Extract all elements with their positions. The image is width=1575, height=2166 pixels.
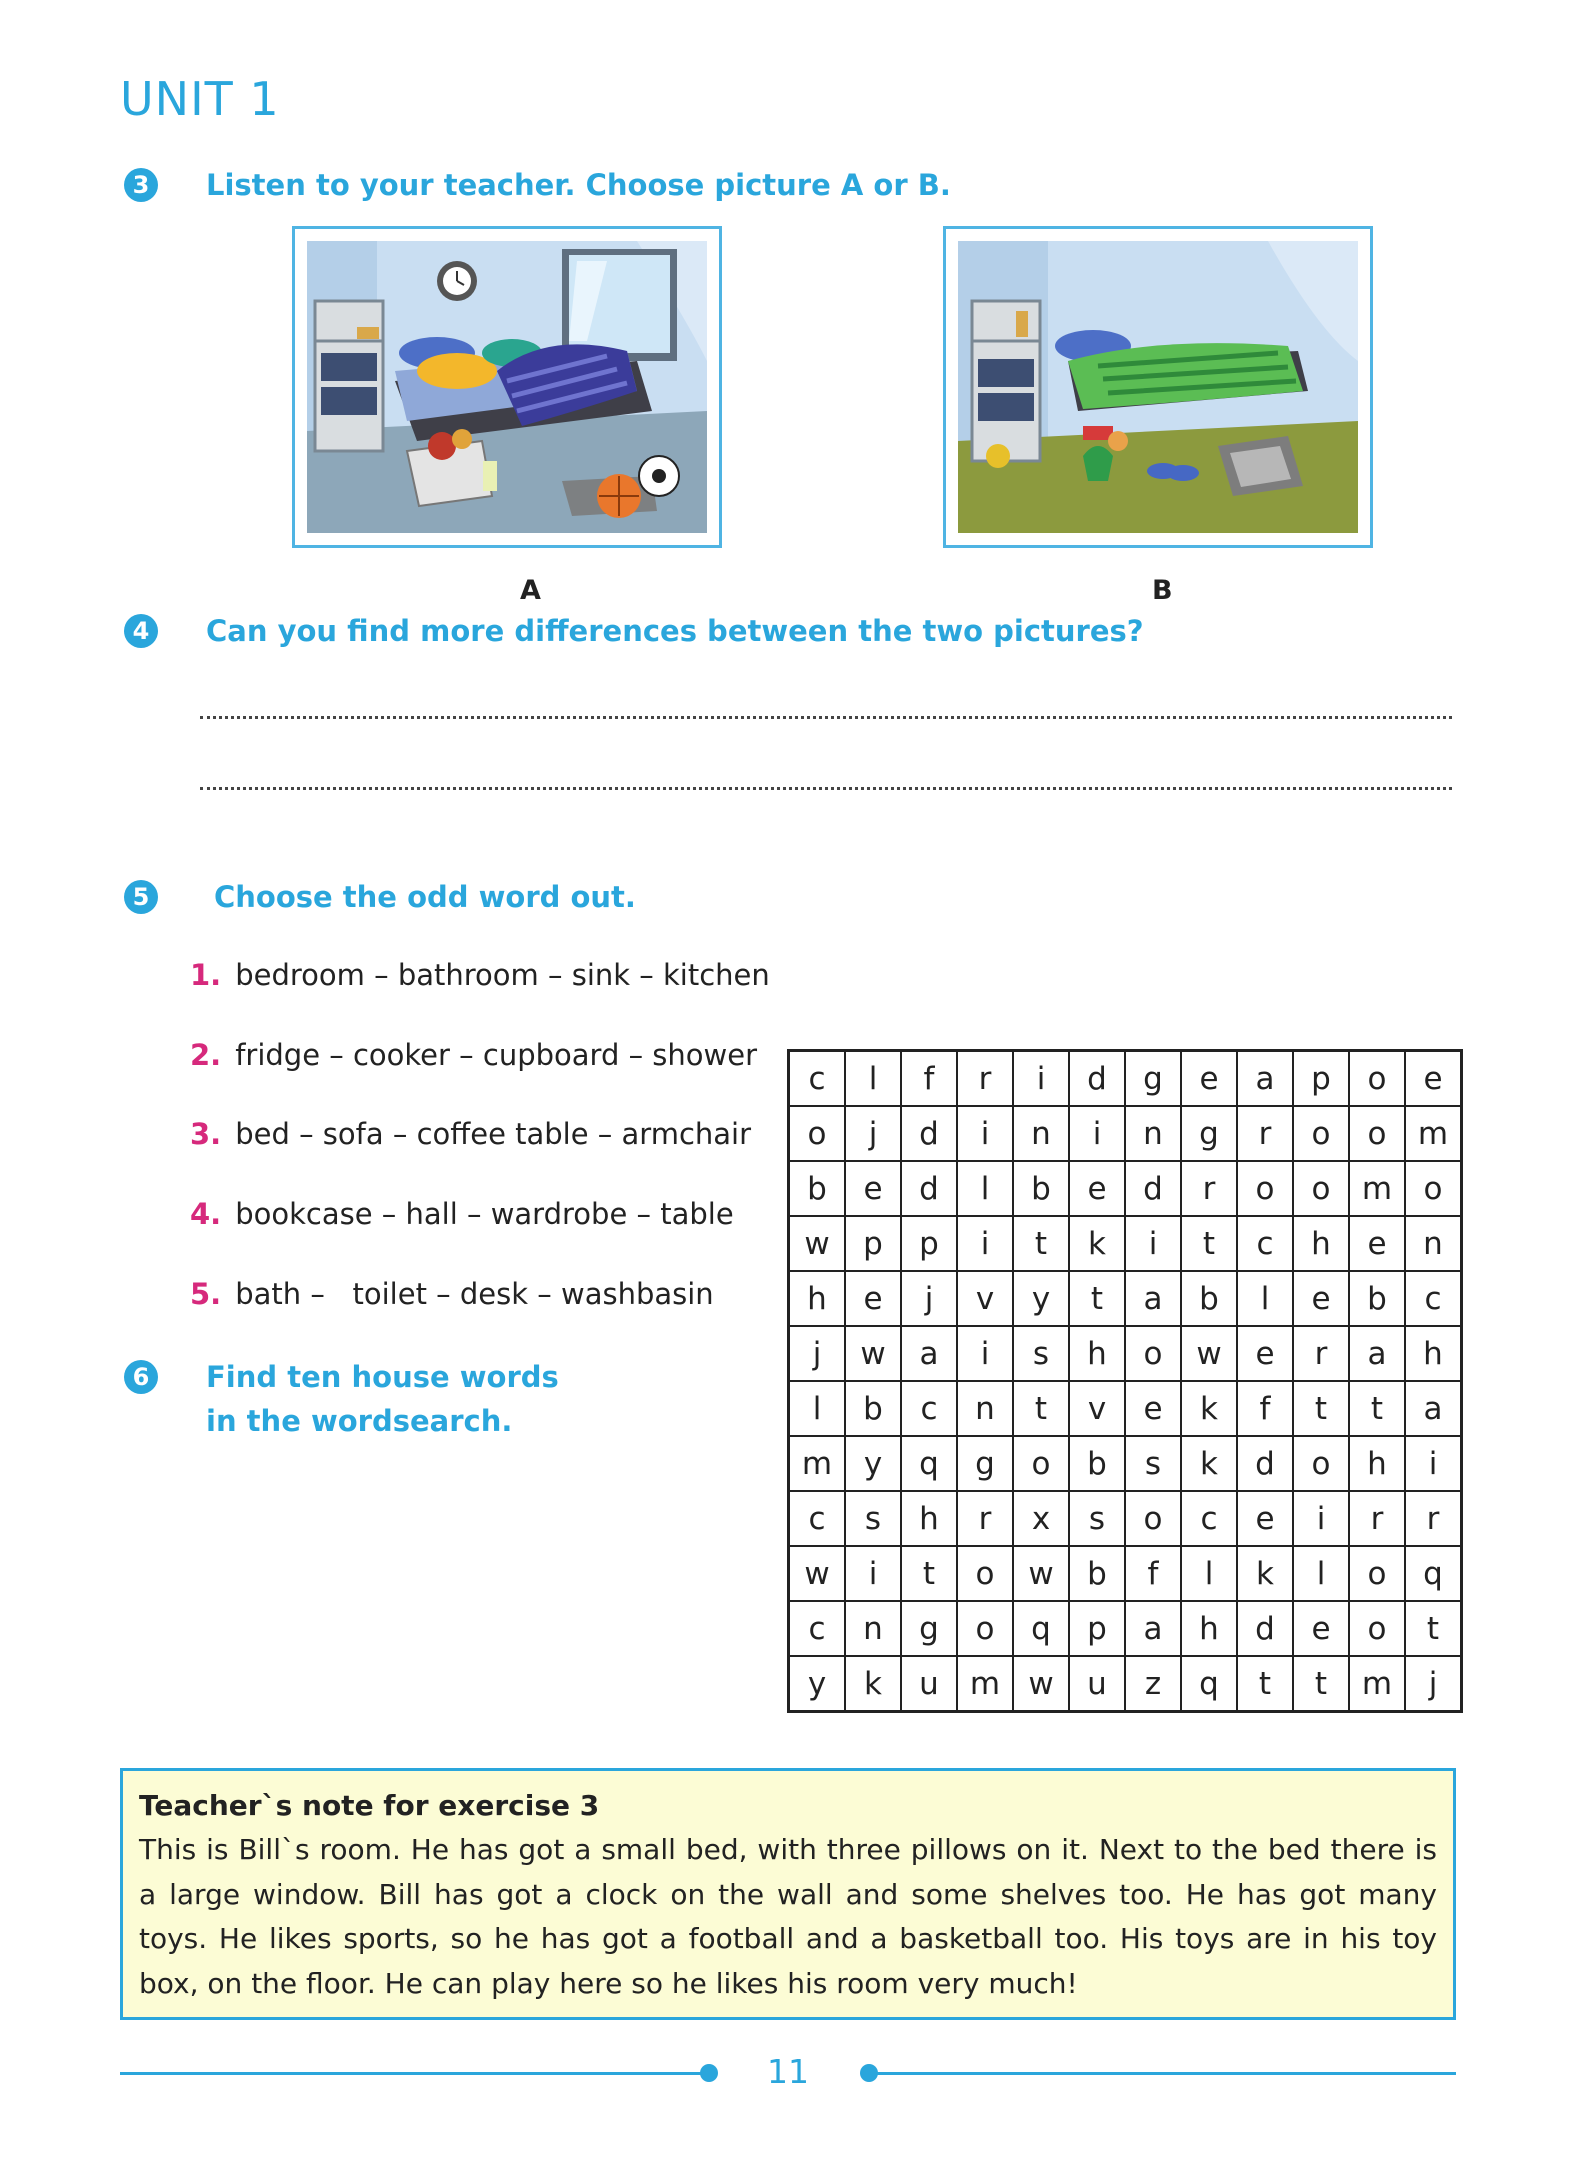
wordsearch-cell[interactable]: p xyxy=(901,1216,957,1271)
wordsearch-cell[interactable]: t xyxy=(1013,1381,1069,1436)
wordsearch-cell[interactable]: a xyxy=(1349,1326,1405,1381)
teacher-note-title: Teacher`s note for exercise 3 xyxy=(139,1789,600,1822)
picture-b[interactable] xyxy=(943,226,1373,548)
wordsearch-cell[interactable]: i xyxy=(1293,1491,1349,1546)
wordsearch-cell[interactable]: o xyxy=(1293,1436,1349,1491)
wordsearch-cell[interactable]: o xyxy=(789,1106,846,1161)
wordsearch-cell[interactable]: w xyxy=(1013,1546,1069,1601)
wordsearch-cell[interactable]: i xyxy=(1405,1436,1462,1491)
wordsearch-cell[interactable]: t xyxy=(1405,1601,1462,1656)
wordsearch-cell[interactable]: b xyxy=(1069,1546,1125,1601)
wordsearch-cell[interactable]: q xyxy=(1181,1656,1237,1712)
wordsearch-cell[interactable]: c xyxy=(789,1601,846,1656)
wordsearch-cell[interactable]: j xyxy=(845,1106,901,1161)
wordsearch-cell[interactable]: v xyxy=(1069,1381,1125,1436)
wordsearch-cell[interactable]: g xyxy=(1125,1051,1181,1107)
wordsearch-cell[interactable]: t xyxy=(1237,1656,1293,1712)
wordsearch-cell[interactable]: c xyxy=(789,1051,846,1107)
wordsearch-cell[interactable]: e xyxy=(1125,1381,1181,1436)
wordsearch-cell[interactable]: o xyxy=(1349,1051,1405,1107)
wordsearch-cell[interactable]: e xyxy=(1237,1491,1293,1546)
exercise-6-header xyxy=(124,1360,559,1443)
wordsearch-cell[interactable]: p xyxy=(845,1216,901,1271)
wordsearch-cell[interactable]: s xyxy=(1013,1326,1069,1381)
wordsearch-cell[interactable]: f xyxy=(1237,1381,1293,1436)
footer-line-right xyxy=(870,2072,1456,2075)
wordsearch-row xyxy=(789,1381,1462,1436)
exercise-6-instruction: Find ten house words in the wordsearch. xyxy=(206,1360,559,1438)
footer-line-left xyxy=(120,2072,706,2075)
wordsearch-cell[interactable]: c xyxy=(789,1491,846,1546)
wordsearch-cell[interactable]: j xyxy=(789,1326,846,1381)
wordsearch-cell[interactable]: o xyxy=(1349,1546,1405,1601)
wordsearch-cell[interactable]: e xyxy=(1405,1051,1462,1107)
wordsearch-cell[interactable]: o xyxy=(1013,1436,1069,1491)
wordsearch-row xyxy=(789,1106,1462,1161)
wordsearch-row xyxy=(789,1326,1462,1381)
wordsearch-cell[interactable]: d xyxy=(1237,1436,1293,1491)
wordsearch-cell[interactable]: w xyxy=(789,1546,846,1601)
wordsearch-cell[interactable]: j xyxy=(901,1271,957,1326)
wordsearch-cell[interactable]: v xyxy=(957,1271,1013,1326)
wordsearch-cell[interactable]: f xyxy=(901,1051,957,1107)
bedroom-b-illustration xyxy=(958,241,1358,533)
wordsearch-cell[interactable]: k xyxy=(1237,1546,1293,1601)
odd-word-item: 3. bed – sofa – coffee table – armchair xyxy=(190,1117,752,1151)
wordsearch-row xyxy=(789,1491,1462,1546)
picture-a[interactable] xyxy=(292,226,722,548)
wordsearch-cell[interactable]: o xyxy=(1293,1106,1349,1161)
exercise-3-number: 3 xyxy=(124,168,158,202)
wordsearch-cell[interactable]: e xyxy=(1349,1216,1405,1271)
wordsearch-cell[interactable]: p xyxy=(1293,1051,1349,1107)
wordsearch-cell[interactable]: s xyxy=(1069,1491,1125,1546)
wordsearch-cell[interactable]: d xyxy=(1069,1051,1125,1107)
wordsearch-cell[interactable]: z xyxy=(1125,1656,1181,1712)
wordsearch-cell[interactable]: w xyxy=(1181,1326,1237,1381)
wordsearch-cell[interactable]: e xyxy=(845,1271,901,1326)
wordsearch-cell[interactable]: e xyxy=(1293,1601,1349,1656)
wordsearch-cell[interactable]: o xyxy=(1237,1161,1293,1216)
exercise-4-instruction: Can you find more differences between the two pictures? xyxy=(206,614,1144,648)
wordsearch-cell[interactable]: w xyxy=(845,1326,901,1381)
wordsearch-cell[interactable]: o xyxy=(1125,1326,1181,1381)
wordsearch-cell[interactable]: b xyxy=(1013,1161,1069,1216)
wordsearch-cell[interactable]: b xyxy=(1181,1271,1237,1326)
wordsearch-cell[interactable]: r xyxy=(1181,1161,1237,1216)
wordsearch-cell[interactable]: q xyxy=(1013,1601,1069,1656)
wordsearch-grid[interactable] xyxy=(787,1049,1463,1713)
wordsearch-cell[interactable]: t xyxy=(901,1546,957,1601)
wordsearch-cell[interactable]: m xyxy=(1349,1161,1405,1216)
wordsearch-row xyxy=(789,1546,1462,1601)
wordsearch-cell[interactable]: l xyxy=(1293,1546,1349,1601)
wordsearch-cell[interactable]: h xyxy=(1405,1326,1462,1381)
wordsearch-cell[interactable]: i xyxy=(1013,1051,1069,1107)
wordsearch-cell[interactable]: c xyxy=(901,1381,957,1436)
exercise-5-instruction: Choose the odd word out. xyxy=(214,880,636,914)
picture-a-label: A xyxy=(520,575,541,606)
wordsearch-row xyxy=(789,1271,1462,1326)
wordsearch-cell[interactable]: o xyxy=(957,1601,1013,1656)
wordsearch-row xyxy=(789,1656,1462,1712)
wordsearch-cell[interactable]: u xyxy=(901,1656,957,1712)
wordsearch-cell[interactable]: c xyxy=(1405,1271,1462,1326)
wordsearch-cell[interactable]: h xyxy=(789,1271,846,1326)
wordsearch-cell[interactable]: u xyxy=(1069,1656,1125,1712)
wordsearch-cell[interactable]: o xyxy=(1405,1161,1462,1216)
teacher-note-body: This is Bill`s room. He has got a small bed, with three pillows on it. Next to the bed there is a large window. Bill has got a clock on the wall and some shelves too. He has got many toys. He likes sports, so he has got a football and a basketball too. His toys are in his toy box, on the floor. He can play here so he likes his room very much! xyxy=(139,1833,1437,2000)
answer-line-2[interactable] xyxy=(200,787,1452,790)
wordsearch-cell[interactable]: o xyxy=(1125,1491,1181,1546)
wordsearch-cell[interactable]: a xyxy=(1237,1051,1293,1107)
wordsearch-cell[interactable]: n xyxy=(1405,1216,1462,1271)
wordsearch-cell[interactable]: k xyxy=(1181,1381,1237,1436)
wordsearch-row xyxy=(789,1051,1462,1107)
exercise-3-instruction: Listen to your teacher. Choose picture A or B. xyxy=(206,168,951,202)
wordsearch-cell[interactable]: a xyxy=(901,1326,957,1381)
wordsearch-cell[interactable]: g xyxy=(1181,1106,1237,1161)
wordsearch-cell[interactable]: c xyxy=(1237,1216,1293,1271)
wordsearch-cell[interactable]: h xyxy=(901,1491,957,1546)
wordsearch-cell[interactable]: p xyxy=(1069,1601,1125,1656)
wordsearch-cell[interactable]: j xyxy=(1405,1656,1462,1712)
wordsearch-cell[interactable]: l xyxy=(845,1051,901,1107)
wordsearch-cell[interactable]: l xyxy=(1181,1546,1237,1601)
unit-title: UNIT 1 xyxy=(120,72,280,126)
exercise-4-number: 4 xyxy=(124,614,158,648)
wordsearch-cell[interactable]: d xyxy=(901,1106,957,1161)
wordsearch-cell[interactable]: e xyxy=(1181,1051,1237,1107)
wordsearch-cell[interactable]: d xyxy=(1237,1601,1293,1656)
wordsearch-cell[interactable]: b xyxy=(845,1381,901,1436)
wordsearch-cell[interactable]: h xyxy=(1181,1601,1237,1656)
exercise-3-header xyxy=(124,168,951,202)
wordsearch-cell[interactable]: r xyxy=(957,1491,1013,1546)
wordsearch-cell[interactable]: o xyxy=(1293,1161,1349,1216)
wordsearch-cell[interactable]: m xyxy=(957,1656,1013,1712)
wordsearch-cell[interactable]: q xyxy=(1405,1546,1462,1601)
exercise-5-number: 5 xyxy=(124,880,158,914)
wordsearch-cell[interactable]: n xyxy=(1125,1106,1181,1161)
odd-word-item: 2. fridge – cooker – cupboard – shower xyxy=(190,1038,758,1072)
bedroom-a-illustration xyxy=(307,241,707,533)
wordsearch-cell[interactable]: t xyxy=(1293,1656,1349,1712)
exercise-4-header xyxy=(124,614,1144,648)
wordsearch-cell[interactable]: i xyxy=(1125,1216,1181,1271)
picture-b-label: B xyxy=(1152,575,1173,606)
wordsearch-cell[interactable]: a xyxy=(1405,1381,1462,1436)
page-number: 11 xyxy=(767,2052,809,2091)
wordsearch-cell[interactable]: k xyxy=(1181,1436,1237,1491)
wordsearch-cell[interactable]: l xyxy=(1237,1271,1293,1326)
wordsearch-cell[interactable]: w xyxy=(789,1216,846,1271)
wordsearch-cell[interactable]: o xyxy=(1349,1106,1405,1161)
odd-word-item: 1. bedroom – bathroom – sink – kitchen xyxy=(190,958,770,992)
wordsearch-cell[interactable]: t xyxy=(1349,1381,1405,1436)
wordsearch-cell[interactable]: y xyxy=(1013,1271,1069,1326)
wordsearch-cell[interactable]: e xyxy=(1069,1161,1125,1216)
wordsearch-cell[interactable]: n xyxy=(845,1601,901,1656)
wordsearch-cell[interactable]: g xyxy=(901,1601,957,1656)
wordsearch-cell[interactable]: n xyxy=(1013,1106,1069,1161)
wordsearch-cell[interactable]: n xyxy=(957,1381,1013,1436)
odd-word-item: 5. bath – toilet – desk – washbasin xyxy=(190,1277,714,1311)
wordsearch-cell[interactable]: r xyxy=(1293,1326,1349,1381)
wordsearch-cell[interactable]: o xyxy=(1349,1601,1405,1656)
wordsearch-cell[interactable]: h xyxy=(1069,1326,1125,1381)
wordsearch-cell[interactable]: q xyxy=(901,1436,957,1491)
answer-line-1[interactable] xyxy=(200,716,1452,719)
exercise-5-header xyxy=(124,880,636,914)
wordsearch-cell[interactable]: r xyxy=(957,1051,1013,1107)
teacher-note-box xyxy=(120,1768,1456,2020)
wordsearch-cell[interactable]: a xyxy=(1125,1601,1181,1656)
wordsearch-cell[interactable]: x xyxy=(1013,1491,1069,1546)
wordsearch-cell[interactable]: i xyxy=(1069,1106,1125,1161)
wordsearch-cell[interactable]: k xyxy=(845,1656,901,1712)
wordsearch-row xyxy=(789,1436,1462,1491)
exercise-6-number: 6 xyxy=(124,1360,158,1394)
wordsearch-cell[interactable]: c xyxy=(1181,1491,1237,1546)
wordsearch-row xyxy=(789,1601,1462,1656)
wordsearch-cell[interactable]: m xyxy=(789,1436,846,1491)
wordsearch-cell[interactable]: b xyxy=(789,1161,846,1216)
wordsearch-cell[interactable]: b xyxy=(1349,1271,1405,1326)
wordsearch-cell[interactable]: e xyxy=(1293,1271,1349,1326)
wordsearch-row xyxy=(789,1161,1462,1216)
wordsearch-cell[interactable]: i xyxy=(957,1216,1013,1271)
wordsearch-cell[interactable]: l xyxy=(957,1161,1013,1216)
odd-word-item: 4. bookcase – hall – wardrobe – table xyxy=(190,1197,734,1231)
wordsearch-cell[interactable]: g xyxy=(957,1436,1013,1491)
wordsearch-cell[interactable]: r xyxy=(1349,1491,1405,1546)
wordsearch-cell[interactable]: t xyxy=(1293,1381,1349,1436)
wordsearch-cell[interactable]: m xyxy=(1349,1656,1405,1712)
wordsearch-cell[interactable]: d xyxy=(901,1161,957,1216)
wordsearch-cell[interactable]: d xyxy=(1125,1161,1181,1216)
wordsearch-cell[interactable]: k xyxy=(1069,1216,1125,1271)
wordsearch-cell[interactable]: y xyxy=(789,1656,846,1712)
wordsearch-cell[interactable]: t xyxy=(1069,1271,1125,1326)
wordsearch-cell[interactable]: r xyxy=(1405,1491,1462,1546)
wordsearch-cell[interactable]: s xyxy=(1125,1436,1181,1491)
wordsearch-cell[interactable]: h xyxy=(1349,1436,1405,1491)
wordsearch-cell[interactable]: b xyxy=(1069,1436,1125,1491)
wordsearch-cell[interactable]: s xyxy=(845,1491,901,1546)
wordsearch-cell[interactable]: t xyxy=(1181,1216,1237,1271)
footer-dot-left xyxy=(700,2064,718,2082)
wordsearch-cell[interactable]: i xyxy=(845,1546,901,1601)
wordsearch-cell[interactable]: t xyxy=(1013,1216,1069,1271)
wordsearch-cell[interactable]: a xyxy=(1125,1271,1181,1326)
wordsearch-cell[interactable]: o xyxy=(957,1546,1013,1601)
wordsearch-cell[interactable]: i xyxy=(957,1106,1013,1161)
wordsearch-cell[interactable]: f xyxy=(1125,1546,1181,1601)
wordsearch-cell[interactable]: e xyxy=(845,1161,901,1216)
wordsearch-cell[interactable]: l xyxy=(789,1381,846,1436)
wordsearch-cell[interactable]: r xyxy=(1237,1106,1293,1161)
wordsearch-cell[interactable]: i xyxy=(957,1326,1013,1381)
wordsearch-cell[interactable]: y xyxy=(845,1436,901,1491)
wordsearch-cell[interactable]: e xyxy=(1237,1326,1293,1381)
wordsearch-cell[interactable]: h xyxy=(1293,1216,1349,1271)
wordsearch-cell[interactable]: w xyxy=(1013,1656,1069,1712)
wordsearch-cell[interactable]: m xyxy=(1405,1106,1462,1161)
wordsearch-row xyxy=(789,1216,1462,1271)
